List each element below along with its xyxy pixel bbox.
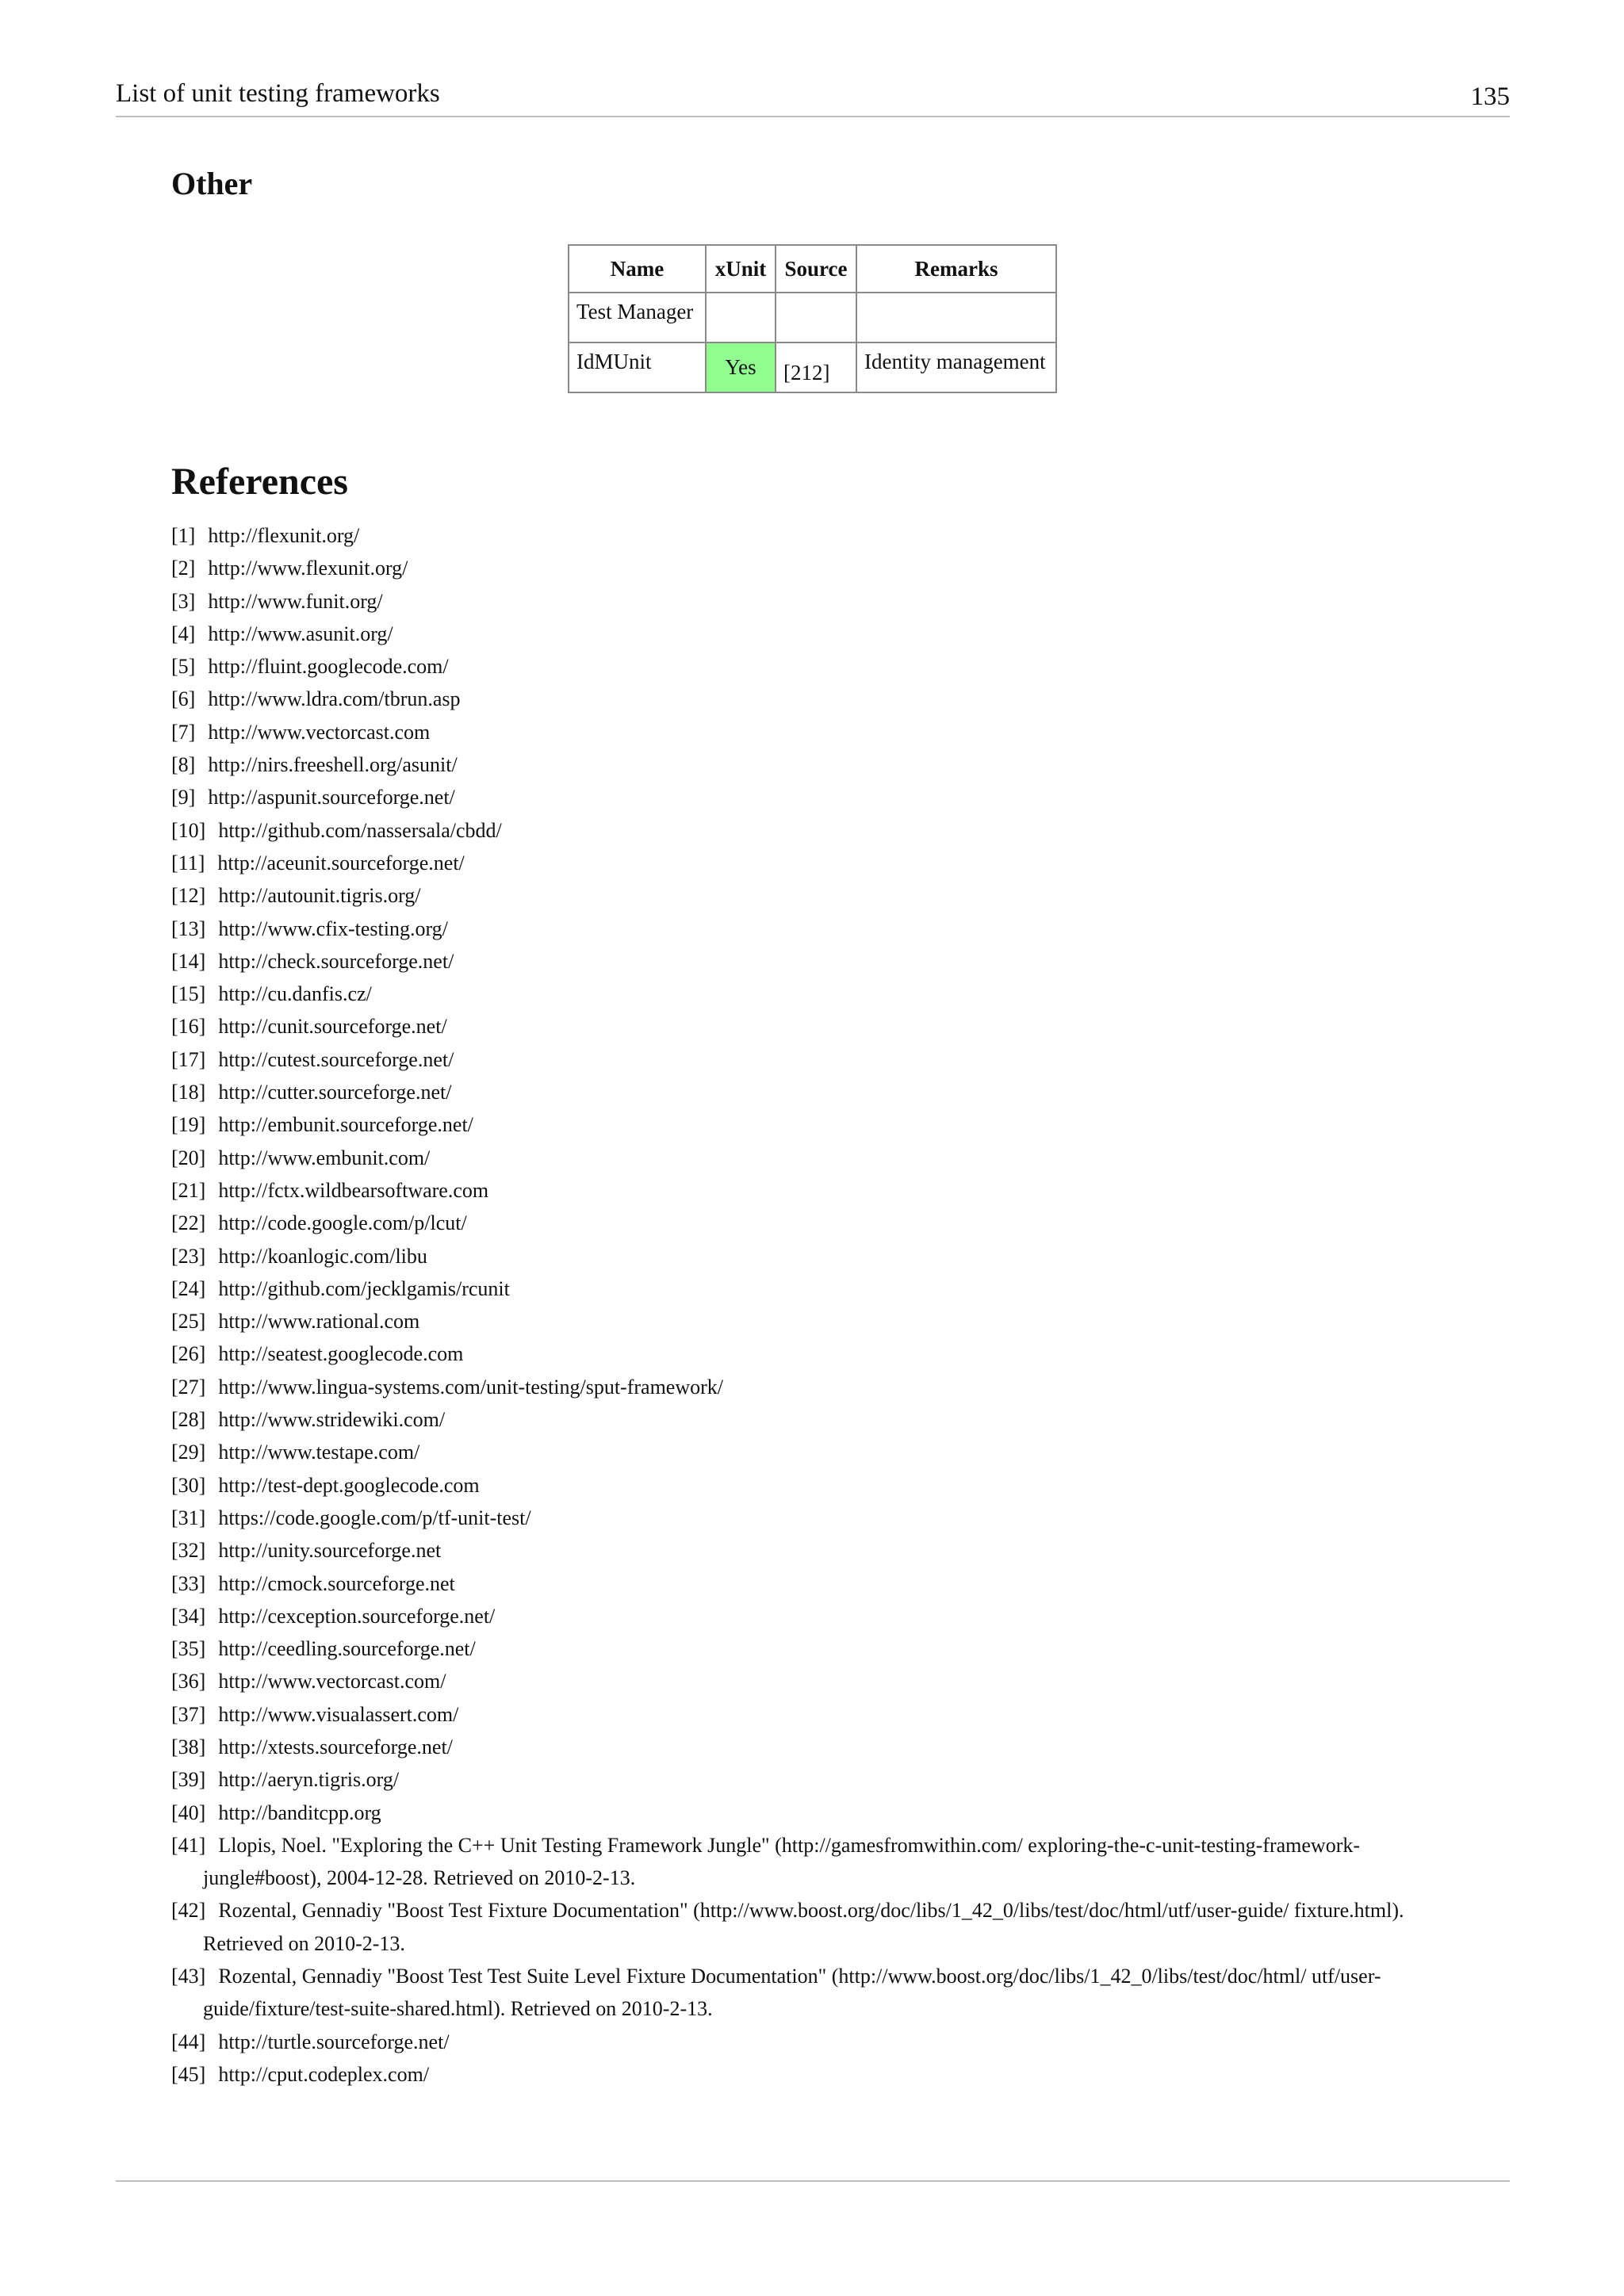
reference-item	[171, 1894, 1440, 1960]
reference-link[interactable]: http://nirs.freeshell.org/asunit/	[208, 753, 458, 777]
reference-item	[171, 2058, 1440, 2091]
reference-item	[171, 1797, 1440, 1829]
cell-remarks	[856, 293, 1056, 342]
reference-number: [19]	[171, 1113, 206, 1137]
reference-number: [9]	[171, 786, 196, 809]
reference-link[interactable]: http://cexception.sourceforge.net/	[218, 1604, 496, 1628]
reference-number: [29]	[171, 1441, 206, 1464]
reference-number: [13]	[171, 916, 206, 940]
reference-number: [15]	[171, 982, 206, 1006]
reference-number: [24]	[171, 1276, 206, 1300]
reference-number: [17]	[171, 1047, 206, 1071]
reference-link[interactable]: http://www.vectorcast.com/	[218, 1670, 446, 1693]
reference-number: [26]	[171, 1342, 206, 1366]
reference-link[interactable]: https://code.google.com/p/tf-unit-test/	[218, 1506, 531, 1529]
reference-item	[171, 847, 1440, 879]
reference-link[interactable]: Rozental, Gennadiy "Boost Test Test Suite Level Fixture Documentation" (http://www.boost.org/doc/libs/1_42_0/libs/test/doc/html/ utf/user-guide/fixture/test-suite-shared.html). Retrieved on 2010-2-13.	[203, 1965, 1381, 2021]
reference-link[interactable]: http://www.vectorcast.com	[208, 720, 431, 744]
reference-link[interactable]: Rozental, Gennadiy "Boost Test Fixture Documentation" (http://www.boost.org/doc/libs/1_42_0/libs/test/doc/html/utf/user-guide/ fixture.html). Retrieved on 2010-2-13.	[203, 1899, 1404, 1955]
cell-remarks: Identity management	[856, 342, 1056, 392]
reference-number: [31]	[171, 1506, 206, 1529]
reference-item	[171, 1665, 1440, 1697]
column-header-remarks: Remarks	[856, 245, 1056, 293]
reference-link[interactable]: http://cutter.sourceforge.net/	[218, 1081, 452, 1104]
reference-item	[171, 2026, 1440, 2058]
reference-item	[171, 814, 1440, 847]
reference-link[interactable]: http://www.rational.com	[218, 1310, 420, 1334]
reference-link[interactable]: http://github.com/jecklgamis/rcunit	[218, 1276, 510, 1300]
reference-number: [14]	[171, 949, 206, 973]
frameworks-table	[568, 244, 1057, 393]
reference-item	[171, 1305, 1440, 1337]
reference-link[interactable]: http://aspunit.sourceforge.net/	[208, 786, 455, 809]
table-row	[569, 293, 1056, 342]
reference-link[interactable]: http://www.visualassert.com/	[218, 1702, 459, 1726]
reference-link[interactable]: http://code.google.com/p/lcut/	[218, 1211, 467, 1235]
reference-link[interactable]: http://fctx.wildbearsoftware.com	[218, 1178, 489, 1202]
table-row	[569, 342, 1056, 392]
reference-number: [10]	[171, 818, 206, 842]
reference-number: [44]	[171, 2030, 206, 2053]
reference-link[interactable]: http://www.cfix-testing.org/	[218, 916, 448, 940]
reference-number: [6]	[171, 687, 196, 711]
reference-item	[171, 1632, 1440, 1665]
reference-item	[171, 1076, 1440, 1108]
reference-item	[171, 1371, 1440, 1403]
reference-link[interactable]: http://flexunit.org/	[208, 524, 360, 547]
reference-item	[171, 1043, 1440, 1076]
reference-number: [3]	[171, 589, 196, 613]
reference-number: [25]	[171, 1310, 206, 1334]
reference-item	[171, 1403, 1440, 1436]
reference-item	[171, 1240, 1440, 1272]
reference-item	[171, 1960, 1440, 2026]
reference-item	[171, 945, 1440, 978]
reference-link[interactable]: http://seatest.googlecode.com	[218, 1342, 464, 1366]
reference-item	[171, 1272, 1440, 1305]
reference-link[interactable]: http://cmock.sourceforge.net	[218, 1571, 455, 1595]
reference-item	[171, 1763, 1440, 1796]
reference-item	[171, 978, 1440, 1010]
reference-item	[171, 1010, 1440, 1043]
reference-link[interactable]: http://aeryn.tigris.org/	[218, 1768, 400, 1792]
reference-link[interactable]: http://cutest.sourceforge.net/	[218, 1047, 454, 1071]
reference-number: [18]	[171, 1081, 206, 1104]
reference-item	[171, 552, 1440, 584]
cell-xunit	[706, 293, 776, 342]
reference-item	[171, 1469, 1440, 1502]
reference-item	[171, 618, 1440, 650]
reference-number: [7]	[171, 720, 196, 744]
reference-link[interactable]: http://www.ldra.com/tbrun.asp	[208, 687, 461, 711]
reference-item	[171, 1142, 1440, 1174]
reference-item	[171, 1337, 1440, 1370]
reference-item	[171, 585, 1440, 618]
reference-number: [39]	[171, 1768, 206, 1792]
reference-link[interactable]: http://cunit.sourceforge.net/	[218, 1015, 447, 1039]
reference-link[interactable]: http://ceedling.sourceforge.net/	[218, 1637, 476, 1661]
reference-link[interactable]: http://turtle.sourceforge.net/	[218, 2030, 450, 2053]
reference-item	[171, 1207, 1440, 1239]
reference-number: [32]	[171, 1539, 206, 1563]
reference-item	[171, 1567, 1440, 1600]
reference-item	[171, 879, 1440, 912]
reference-link[interactable]: http://cu.danfis.cz/	[218, 982, 372, 1006]
reference-item	[171, 913, 1440, 945]
reference-item	[171, 781, 1440, 813]
reference-number: [38]	[171, 1735, 206, 1758]
reference-link[interactable]: http://www.lingua-systems.com/unit-testing/sput-framework/	[218, 1375, 723, 1399]
cell-source-citation-link[interactable]: [212]	[776, 342, 856, 392]
reference-number: [33]	[171, 1571, 206, 1595]
reference-number: [28]	[171, 1408, 206, 1432]
column-header-source: Source	[776, 245, 856, 293]
column-header-xunit: xUnit	[706, 245, 776, 293]
reference-item	[171, 748, 1440, 781]
reference-number: [27]	[171, 1375, 206, 1399]
cell-source	[776, 293, 856, 342]
reference-link[interactable]: http://koanlogic.com/libu	[218, 1244, 427, 1268]
reference-number: [45]	[171, 2062, 206, 2086]
reference-link[interactable]: http://www.embunit.com/	[218, 1146, 431, 1169]
reference-list	[171, 519, 1440, 2091]
page-number: 135	[1470, 82, 1510, 111]
cell-name: Test Manager	[569, 293, 706, 342]
reference-number: [20]	[171, 1146, 206, 1169]
reference-link[interactable]: http://aceunit.sourceforge.net/	[217, 851, 465, 874]
reference-link[interactable]: http://fluint.googlecode.com/	[208, 655, 449, 679]
cell-name: IdMUnit	[569, 342, 706, 392]
reference-item	[171, 1698, 1440, 1731]
reference-number: [30]	[171, 1473, 206, 1497]
reference-link[interactable]: http://www.flexunit.org/	[208, 557, 408, 580]
reference-number: [22]	[171, 1211, 206, 1235]
reference-link[interactable]: http://cput.codeplex.com/	[218, 2062, 430, 2086]
reference-item	[171, 1600, 1440, 1632]
reference-link[interactable]: http://check.sourceforge.net/	[218, 949, 454, 973]
reference-number: [35]	[171, 1637, 206, 1661]
reference-link[interactable]: Llopis, Noel. "Exploring the C++ Unit Testing Framework Jungle" (http://gamesfromwithin.com/ exploring-the-c-unit-testing-framework-jungle#boost), 2004-12-28. Retrieved on 2010-2-13.	[203, 1833, 1361, 1890]
reference-link[interactable]: http://github.com/nassersala/cbdd/	[218, 818, 502, 842]
reference-item	[171, 1174, 1440, 1207]
reference-item	[171, 650, 1440, 683]
reference-number: [8]	[171, 753, 196, 777]
reference-item	[171, 1108, 1440, 1141]
reference-number: [11]	[171, 851, 205, 874]
reference-number: [40]	[171, 1800, 206, 1824]
reference-number: [23]	[171, 1244, 206, 1268]
reference-link[interactable]: http://banditcpp.org	[218, 1800, 381, 1824]
reference-number: [43]	[171, 1965, 206, 1988]
reference-link[interactable]: http://embunit.sourceforge.net/	[218, 1113, 473, 1137]
reference-number: [34]	[171, 1604, 206, 1628]
reference-number: [1]	[171, 524, 196, 547]
reference-number: [37]	[171, 1702, 206, 1726]
reference-link[interactable]: http://www.stridewiki.com/	[218, 1408, 446, 1432]
reference-item	[171, 1829, 1440, 1895]
reference-number: [42]	[171, 1899, 206, 1923]
reference-number: [16]	[171, 1015, 206, 1039]
reference-link[interactable]: http://xtests.sourceforge.net/	[218, 1735, 453, 1758]
table-header-row	[569, 245, 1056, 293]
reference-item	[171, 683, 1440, 715]
reference-link[interactable]: http://www.funit.org/	[208, 589, 383, 613]
reference-link[interactable]: http://test-dept.googlecode.com	[218, 1473, 480, 1497]
reference-link[interactable]: http://www.asunit.org/	[208, 622, 393, 645]
reference-item	[171, 1502, 1440, 1534]
reference-item	[171, 1534, 1440, 1567]
reference-link[interactable]: http://www.testape.com/	[218, 1441, 420, 1464]
reference-link[interactable]: http://autounit.tigris.org/	[218, 884, 421, 908]
cell-xunit-yes: Yes	[706, 342, 776, 392]
reference-number: [41]	[171, 1833, 206, 1857]
reference-number: [36]	[171, 1670, 206, 1693]
running-header-title: List of unit testing frameworks	[116, 79, 440, 108]
reference-number: [4]	[171, 622, 196, 645]
reference-number: [5]	[171, 655, 196, 679]
page-header	[116, 76, 1510, 117]
reference-item	[171, 519, 1440, 552]
reference-item	[171, 1731, 1440, 1763]
reference-number: [12]	[171, 884, 206, 908]
reference-item	[171, 716, 1440, 748]
section-heading-other: Other	[171, 166, 253, 201]
footer-divider	[116, 2180, 1510, 2182]
reference-number: [2]	[171, 557, 196, 580]
reference-item	[171, 1436, 1440, 1468]
section-heading-references: References	[171, 461, 348, 503]
reference-number: [21]	[171, 1178, 206, 1202]
reference-link[interactable]: http://unity.sourceforge.net	[218, 1539, 442, 1563]
column-header-name: Name	[569, 245, 706, 293]
